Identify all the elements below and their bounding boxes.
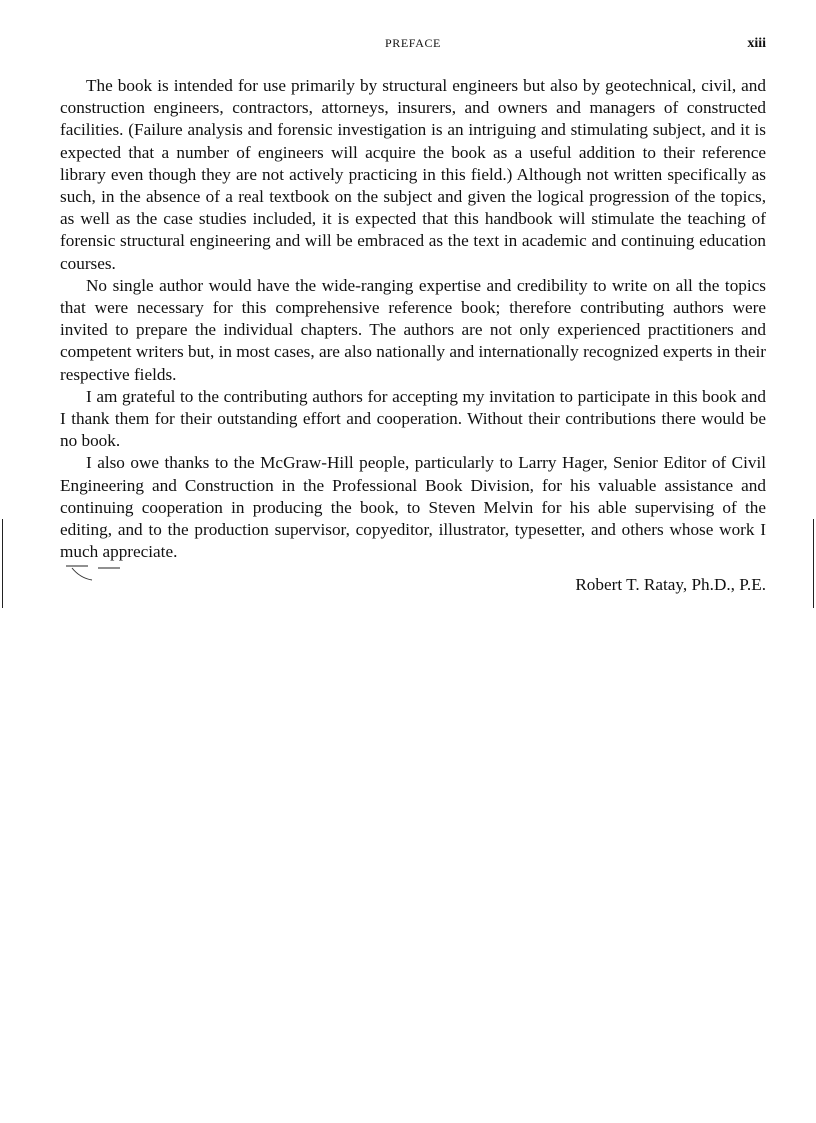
right-change-bar — [813, 519, 814, 608]
running-header — [60, 36, 766, 52]
paragraph-acknowledgments: I also owe thanks to the McGraw-Hill people, particularly to Larry Hager, Senior Editor of Civil Engineering and Construction in the Professional Book Division, for his valuable assistance and continuing cooperation in producing the book, to Steven Melvin for his able supervising of the editing, and to the production supervisor, copyeditor, illustrator, typesetter, and others whose work I much appreciate. — [60, 453, 766, 562]
preface-body — [60, 75, 766, 597]
paragraph-intended-audience: The book is intended for use primarily by structural engineers but also by geotechnical, civil, and construction engineers, contractors, attorneys, insurers, and owners and managers of constructed facilities. (Failure analysis and forensic investigation is an intriguing and stimulating subject, and it is expected that a number of engineers will acquire the book as a useful addition to their reference library even though they are not actively practicing in this field.) Although not written specifically as such, in the absence of a real textbook on the subject and given the logical progression of the topics, as well as the case studies included, it is expected that this handbook will stimulate the teaching of forensic structural engineering and will be embraced as the text in academic and continuing education courses. — [60, 76, 766, 273]
running-head-title: PREFACE — [385, 36, 441, 50]
paragraph-gratitude: I am grateful to the contributing authors for accepting my invitation to participate in this book and I thank them for their outstanding effort and cooperation. Without their contributions there would be no book. — [60, 386, 766, 451]
paragraph-contributing-authors: No single author would have the wide-ranging expertise and credibility to write on all the topics that were necessary for this comprehensive reference book; therefore contributing authors were invited to prepare the individual chapters. The authors are not only experienced practitioners and competent writers but, in most cases, are also nationally and internationally recognized experts in their respective fields. — [60, 275, 766, 384]
page-number: xiii — [747, 36, 766, 51]
left-change-bar — [2, 519, 3, 608]
author-signature: Robert T. Ratay, Ph.D., P.E. — [575, 575, 766, 595]
